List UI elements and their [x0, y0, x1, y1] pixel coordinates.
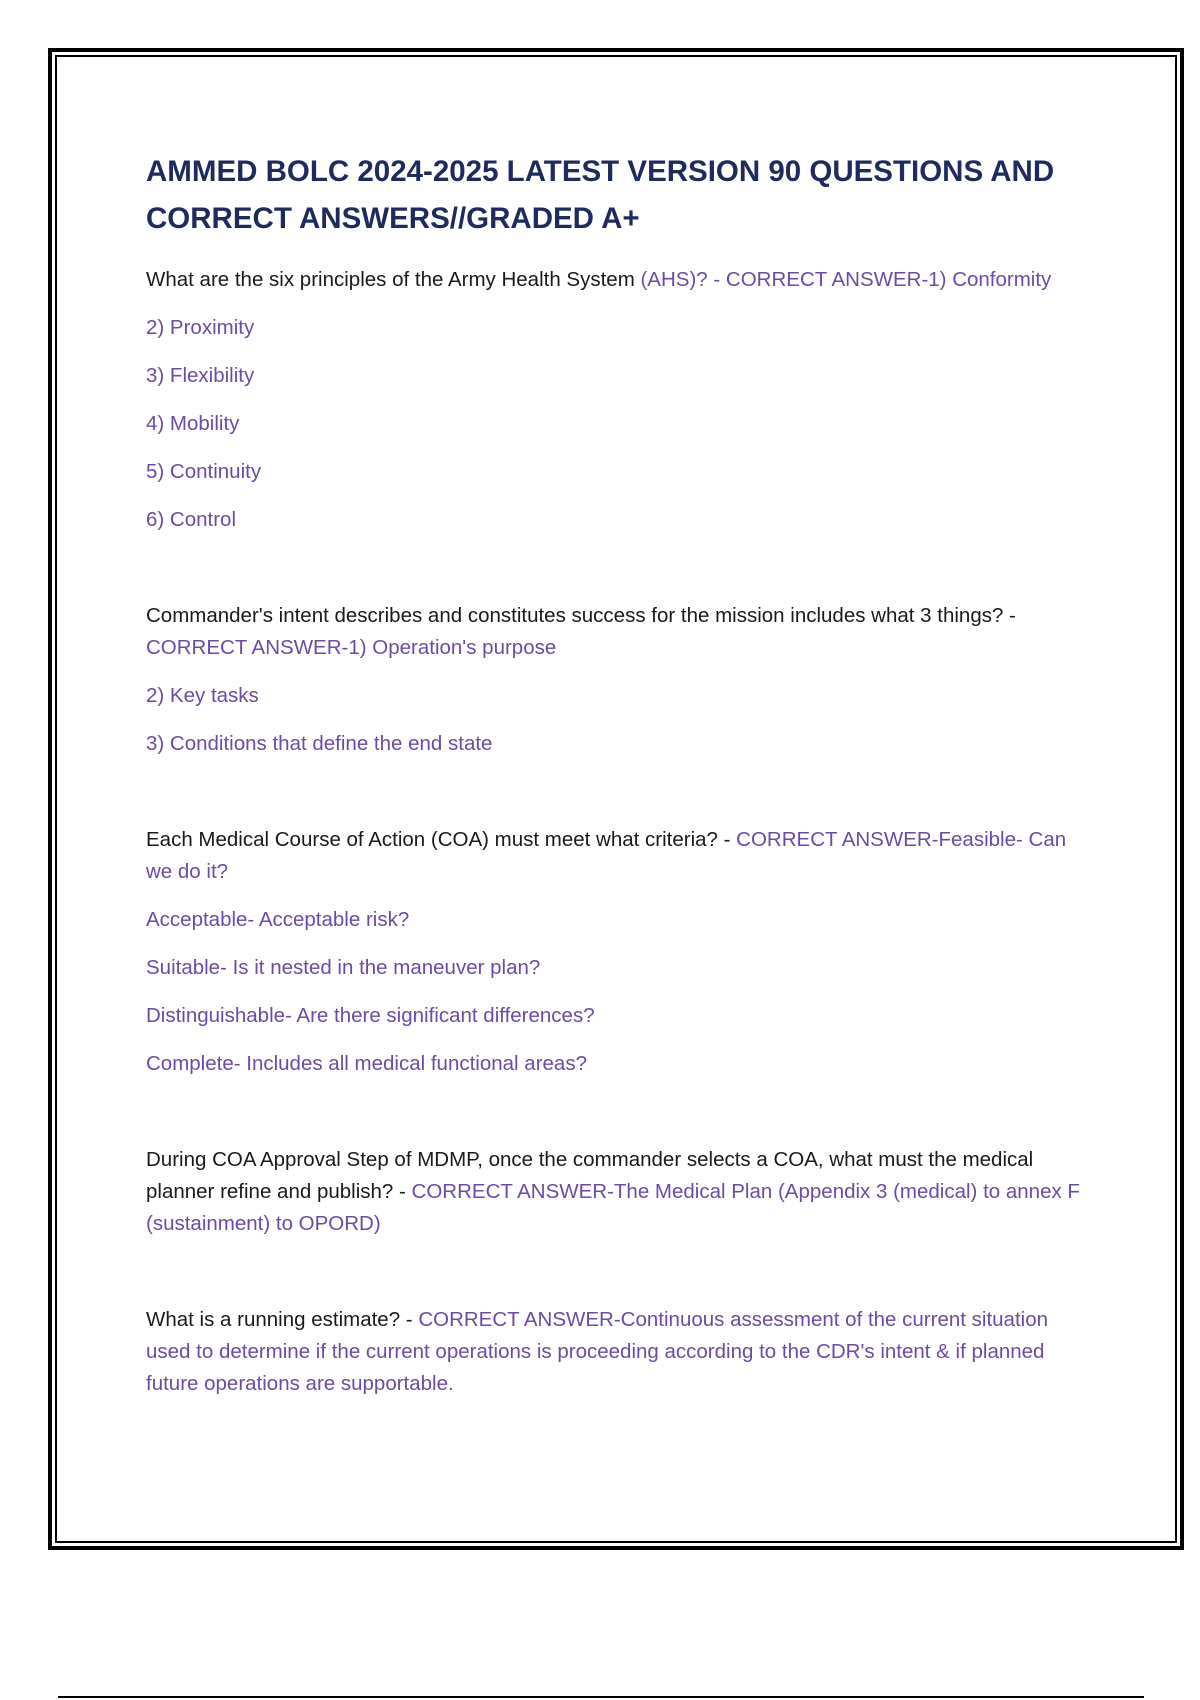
- question-paragraph: [146, 264, 1096, 296]
- document-body: [146, 148, 1096, 1400]
- answer-line: Distinguishable- Are there significant differences?: [146, 1004, 595, 1027]
- answer-line: 2) Proximity: [146, 316, 255, 339]
- answer-text: CORRECT ANSWER-1) Operation's purpose: [146, 636, 557, 659]
- qa-item-1: [146, 264, 1096, 536]
- answer-line: Complete- Includes all medical functional areas?: [146, 1052, 587, 1075]
- question-paragraph: [146, 1304, 1096, 1400]
- answer-text: (AHS)? - CORRECT ANSWER-1) Conformity: [640, 268, 1052, 291]
- qa-item-3: [146, 824, 1096, 1080]
- answer-line: 4) Mobility: [146, 412, 240, 435]
- question-text: Each Medical Course of Action (COA) must meet what criteria? -: [146, 828, 737, 851]
- qa-item-5: [146, 1304, 1096, 1400]
- answer-line: Acceptable- Acceptable risk?: [146, 908, 410, 931]
- answer-line: 3) Flexibility: [146, 364, 255, 387]
- qa-item-4: [146, 1144, 1096, 1240]
- question-text: What are the six principles of the Army Health System: [146, 268, 641, 291]
- answer-text: CORRECT ANSWER-Continuous assessment of the current situation used to determine if the current operations is proceeding according to the CDR's intent & if planned future operations are supportable.: [146, 1308, 1049, 1395]
- answer-text: CORRECT ANSWER-Feasible- Can we do it?: [146, 828, 1067, 883]
- question-paragraph: [146, 600, 1096, 664]
- footer-divider: [58, 1696, 1144, 1698]
- question-paragraph: [146, 824, 1096, 888]
- answer-text: CORRECT ANSWER-The Medical Plan (Appendix 3 (medical) to annex F (sustainment) to OPORD): [146, 1180, 1080, 1235]
- question-paragraph: [146, 1144, 1096, 1240]
- answer-line: 2) Key tasks: [146, 684, 259, 707]
- answer-line: 3) Conditions that define the end state: [146, 732, 493, 755]
- qa-item-2: [146, 600, 1096, 760]
- answer-line: 5) Continuity: [146, 460, 262, 483]
- question-text: During COA Approval Step of MDMP, once the commander selects a COA, what must the medical planner refine and publish? -: [146, 1148, 1034, 1203]
- answer-line: Suitable- Is it nested in the maneuver plan?: [146, 956, 541, 979]
- answer-line: 6) Control: [146, 508, 237, 531]
- document-title: AMMED BOLC 2024-2025 LATEST VERSION 90 QUESTIONS AND CORRECT ANSWERS//GRADED A+: [146, 155, 1055, 235]
- question-text: Commander's intent describes and constitutes success for the mission includes what 3 things? -: [146, 604, 1016, 627]
- question-text: What is a running estimate? -: [146, 1308, 419, 1331]
